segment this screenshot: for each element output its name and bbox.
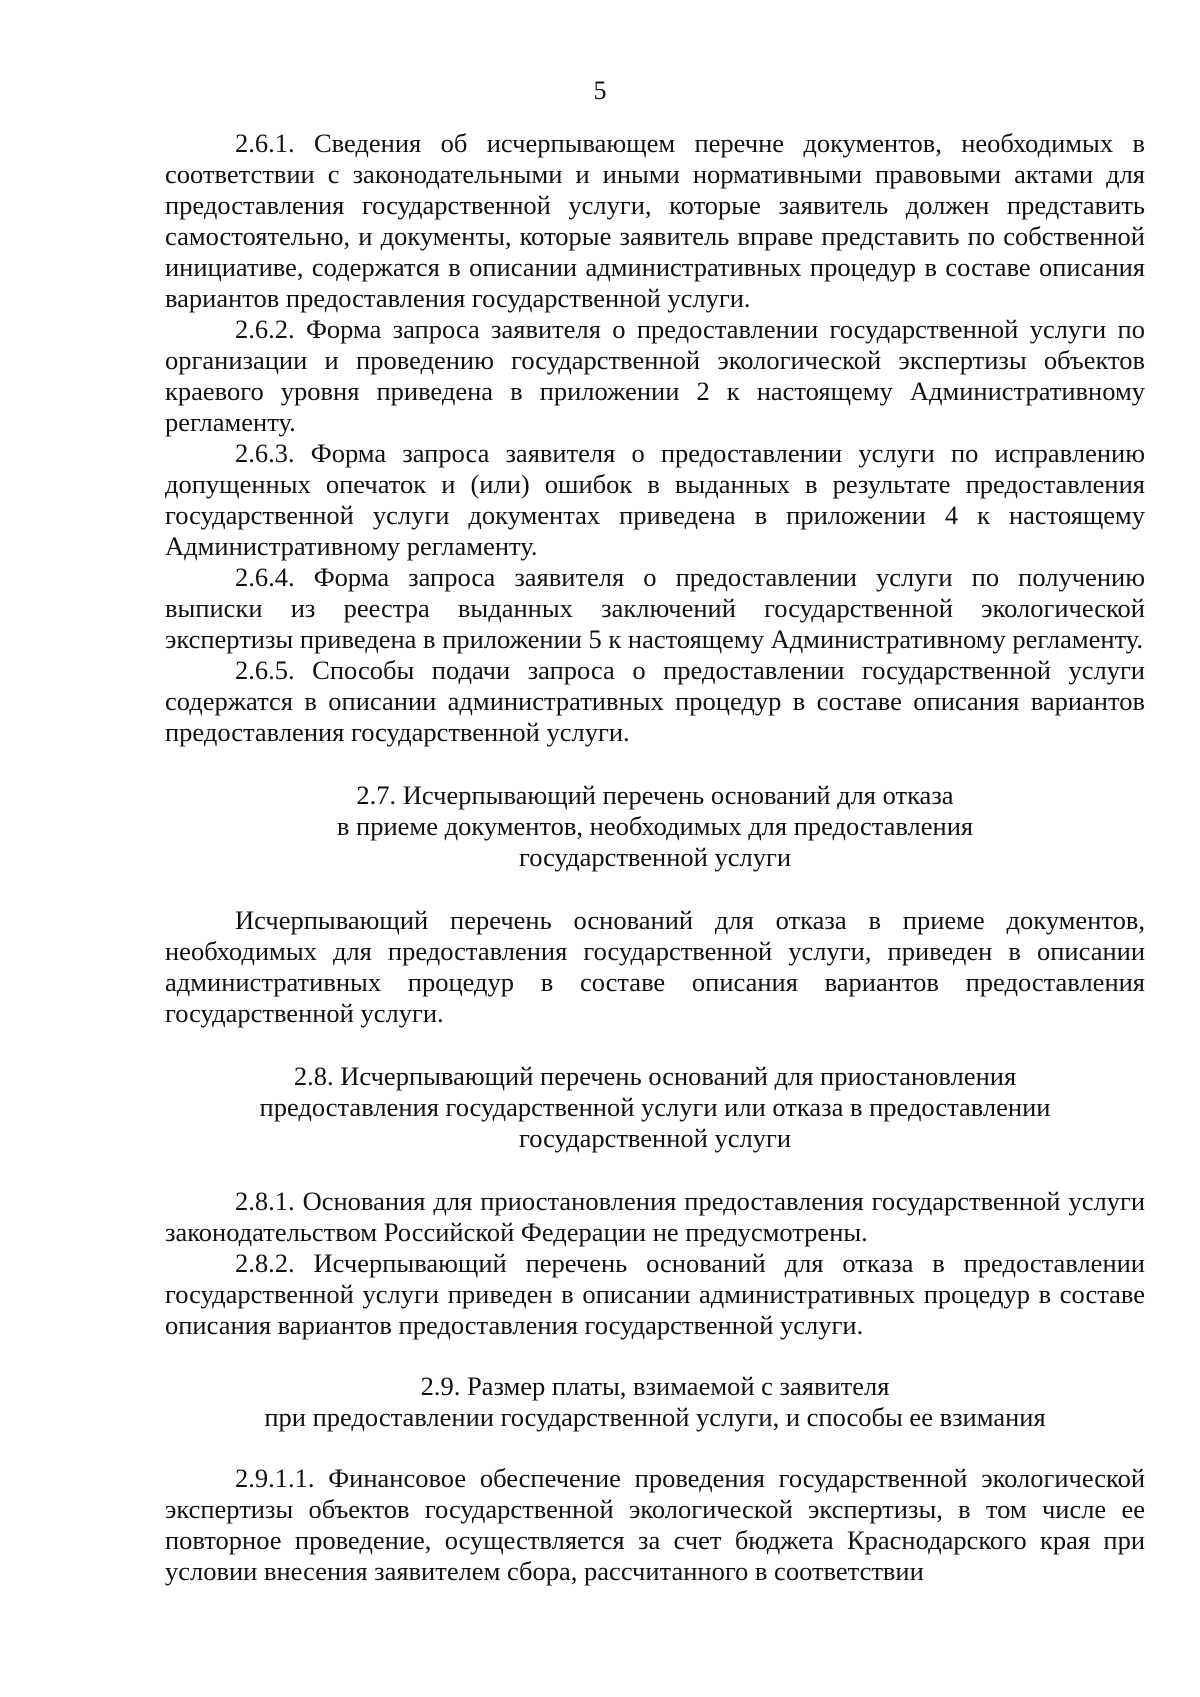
heading-line: 2.9. Размер платы, взимаемой с заявителя [420,1371,890,1401]
heading-line: в приеме документов, необходимых для предоставления [336,811,974,841]
heading-line: 2.7. Исчерпывающий перечень оснований для отказа [356,780,954,810]
paragraph-2-6-4: 2.6.4. Форма запроса заявителя о предоставлении услуги по получению выписки из реестра выданных заключений государственной экологической экспертизы приведена в приложении 5 к настоящему Административному регламенту. [165,562,1145,654]
section-heading-2-7 [165,780,1145,873]
heading-line: государственной услуги [518,1123,792,1153]
document-body [165,128,1145,1587]
paragraph-2-7: Исчерпывающий перечень оснований для отказа в приеме документов, необходимых для предоставления государственной услуги, приведен в описании административных процедур в составе описания вариантов предоставления государственной услуги. [165,905,1145,1028]
paragraph-2-6-1: 2.6.1. Сведения об исчерпывающем перечне документов, необходимых в соответствии с законодательными и иными нормативными правовыми актами для предоставления государственной услуги, которые заявитель должен представить самостоятельно, и документы, которые заявитель вправе представить по собственной инициативе, содержатся в описании административных процедур в составе описания вариантов предоставления государственной услуги. [165,128,1145,313]
paragraph-2-6-3: 2.6.3. Форма запроса заявителя о предоставлении услуги по исправлению допущенных опечаток и (или) ошибок в выданных в результате предоставления государственной услуги документах приведена в приложении 4 к настоящему Административному регламенту. [165,438,1145,561]
paragraph-2-6-2: 2.6.2. Форма запроса заявителя о предоставлении государственной услуги по организации и проведению государственной экологической экспертизы объектов краевого уровня приведена в приложении 2 к настоящему Административному регламенту. [165,314,1145,437]
paragraph-2-9-1-1: 2.9.1.1. Финансовое обеспечение проведения государственной экологической экспертизы объектов государственной экологической экспертизы, в том числе ее повторное проведение, осуществляется за счет бюджета Краснодарского края при условии внесения заявителем сбора, рассчитанного в соответствии [165,1463,1145,1586]
paragraph-2-8-2: 2.8.2. Исчерпывающий перечень оснований для отказа в предоставлении государственной услуги приведен в описании административных процедур в составе описания вариантов предоставления государственной услуги. [165,1248,1145,1340]
section-heading-2-9 [165,1371,1145,1433]
section-heading-2-8 [165,1061,1145,1154]
heading-line: государственной услуги [518,842,792,872]
heading-line: 2.8. Исчерпывающий перечень оснований для приостановления [293,1061,1017,1091]
heading-line: предоставления государственной услуги или отказа в предоставлении [259,1092,1051,1122]
page-number: 5 [593,76,607,105]
paragraph-2-8-1: 2.8.1. Основания для приостановления предоставления государственной услуги законодательством Российской Федерации не предусмотрены. [165,1186,1145,1247]
paragraph-2-6-5: 2.6.5. Способы подачи запроса о предоставлении государственной услуги содержатся в описании административных процедур в составе описания вариантов предоставления государственной услуги. [165,655,1145,747]
heading-line: при предоставлении государственной услуги, и способы ее взимания [264,1402,1046,1432]
